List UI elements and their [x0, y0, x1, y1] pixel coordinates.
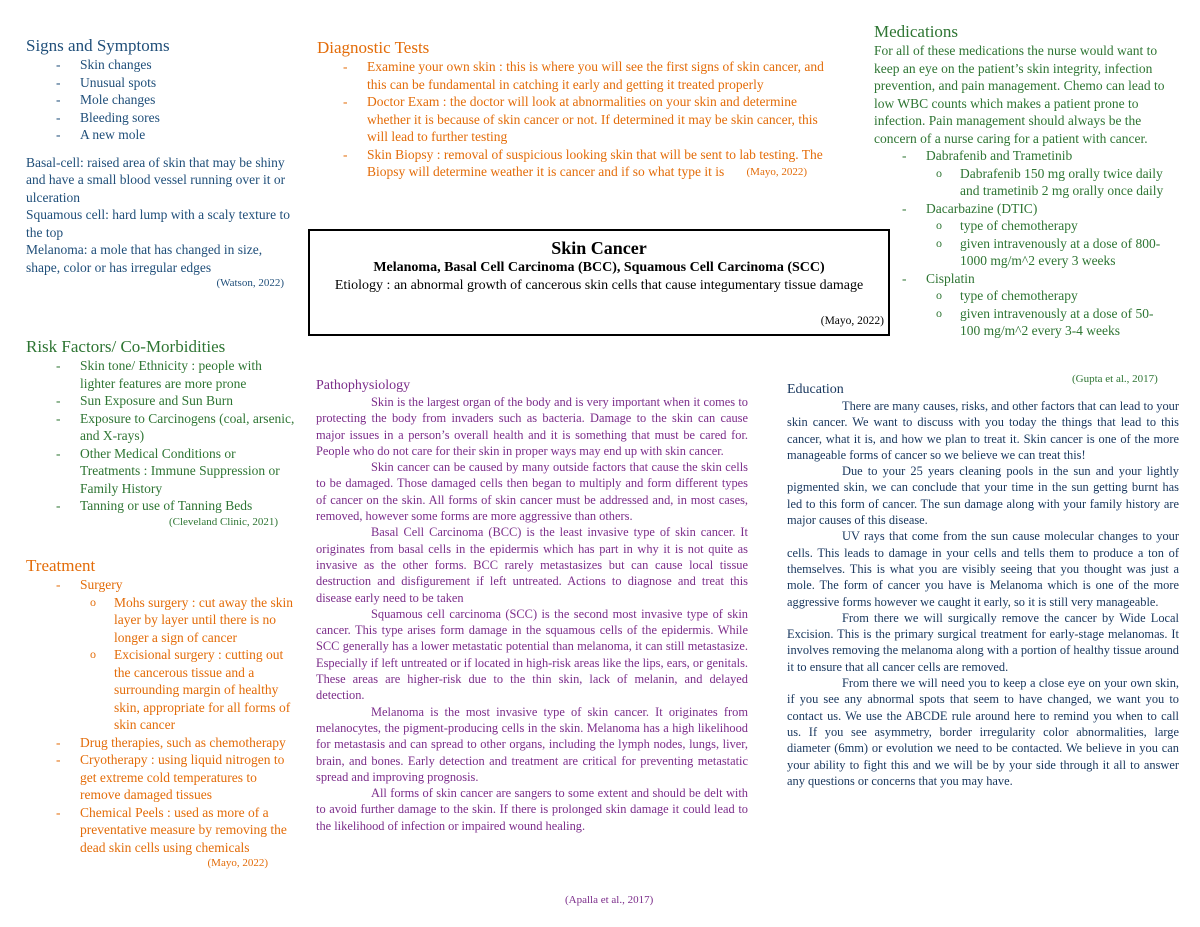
drug-name: Cisplatin — [926, 270, 975, 286]
risk-list — [26, 357, 296, 515]
education-paragraph: Due to your 25 years cleaning pools in the sun and your lightly pigmented skin, we can conclude that your time in the sun getting burnt has led to this form of cancer. The sun damage along with your family history are major causes of this disease. — [787, 464, 1179, 528]
drug-name: Dabrafenib and Trametinib — [926, 148, 1073, 163]
list-item: - Unusual spots — [56, 74, 296, 92]
drug-detail: o type of chemotherapy — [936, 217, 1170, 235]
drug-item — [902, 147, 1170, 200]
diagnostic-heading: Diagnostic Tests — [317, 38, 430, 57]
page-title: Skin Cancer — [551, 238, 647, 258]
drug-details — [926, 165, 1170, 200]
treatment-heading: Treatment — [26, 556, 96, 575]
surgery-item: o Mohs surgery : cut away the skin layer by layer until there is no longer a sign of cancer — [90, 594, 300, 647]
list-item: - Cryotherapy : using liquid nitrogen to get extreme cold temperatures to remove damaged tissues — [56, 751, 300, 804]
patho-paragraph: Basal Cell Carcinoma (BCC) is the least invasive type of skin cancer. It originates from basal cells in the epidermis which has part in why it is not quite as invasive as the other forms. BCC rarely metastasizes but can cause local tissue destruction and disfigurement if left untreated. Actions to diagnose and treat this disease early need to be taken — [316, 525, 748, 605]
patho-paragraph: Skin is the largest organ of the body and is very important when it comes to protecting the body from invaders such as bacteria. Damage to the skin can cause major issues in a person’s overall health and it is something that must be cared for. People who do not care for their skin in proper ways may end up with skin cancer. — [316, 395, 748, 458]
drug-item — [902, 200, 1170, 270]
patho-paragraph: Melanoma is the most invasive type of skin cancer. It originates from melanocytes, the pigment-producing cells in the skin. Melanoma has a high likelihood for metastasis and can spread to other organs, including the lymph nodes, lungs, liver, brain, and bones. Early detection and treatment are critical for preventing metastatic spread and improving prognosis. — [316, 704, 748, 784]
list-item: - Examine your own skin : this is where you will see the first signs of skin cancer, and this can be fundamental in catching it early and getting it treated properly — [343, 58, 837, 93]
list-item: - Skin Biopsy : removal of suspicious looking skin that will be sent to lab testing. The Biopsy will determine weather it is cancer and if so what type it is — [343, 146, 837, 181]
list-item: - Sun Exposure and Sun Burn — [56, 392, 296, 410]
drug-item — [902, 270, 1170, 340]
education-section — [787, 381, 1179, 789]
risk-heading: Risk Factors/ Co-Morbidities — [26, 337, 226, 356]
risk-citation: (Cleveland Clinic, 2021) — [168, 515, 278, 528]
education-paragraph: UV rays that come from the sun cause molecular changes to your cells. This leads to damage in your cells and tells them to produce a ton of themselves. This is what you are visibly seeing that you thought was just a mole. The form of cancer you have is Melanoma which is one of the more aggressive forms however we caught it early, so it is still very manageable. — [787, 529, 1179, 609]
patho-paragraph: Skin cancer can be caused by many outside factors that cause the skin cells to be damaged. Those damaged cells then began to multiply and form different types of cancer on the skin. All forms of skin cancer must be addressed and, in most cases, removed, however some forms are more aggressive than others. — [316, 460, 748, 524]
patho-paragraph: All forms of skin cancer are sangers to some extent and should be delt with to avoid further damage to the skin. If there is prolonged skin damage it could lead to the likelihood of infection or impaired wound healing. — [316, 786, 748, 833]
signs-section — [26, 35, 296, 290]
patho-paragraph: Squamous cell carcinoma (SCC) is the second most invasive type of skin cancer. This type arises form damage in the squamous cells of the epidermis. While SCC generally has a lower metastatic potential than melanoma, it can still metastasize. Especially if left untreated or if located in high-risk areas like the lips, ears, or genitals. These areas are higher-risk due to the thin skin, lack of melanin, and delayed detection. — [316, 606, 748, 703]
education-paragraph: There are many causes, risks, and other factors that can lead to your skin cancer. We want to discuss with you today the things that lead to this cancer, what it is, and how we plan to treat it. Skin cancer is one of the more manageable forms of cancer so we believe we can treat this! — [787, 399, 1179, 462]
list-item: - Other Medical Conditions or Treatments : Immune Suppression or Family History — [56, 445, 296, 498]
patho-section — [316, 377, 748, 834]
treatment-section — [26, 555, 300, 870]
medications-section — [874, 21, 1170, 340]
drug-detail: o given intravenously at a dose of 800-1000 mg/m^2 every 3 weeks — [936, 235, 1170, 270]
squamous-description: Squamous cell: hard lump with a scaly texture to the top — [26, 207, 290, 240]
medications-heading: Medications — [874, 22, 959, 41]
drug-details — [926, 217, 1170, 270]
list-item: - Skin tone/ Ethnicity : people with lighter features are more prone — [56, 357, 296, 392]
list-item: - Tanning or use of Tanning Beds — [56, 497, 296, 515]
drug-detail: o type of chemotherapy — [936, 287, 1170, 305]
treatment-list — [26, 576, 300, 856]
page-subtitle: Melanoma, Basal Cell Carcinoma (BCC), Squamous Cell Carcinoma (SCC) — [373, 260, 825, 275]
list-item: - A new mole — [56, 126, 296, 144]
drug-detail: o Dabrafenib 150 mg orally twice daily and trametinib 2 mg orally once daily — [936, 165, 1170, 200]
patho-heading: Pathophysiology — [316, 378, 411, 393]
drug-detail: o given intravenously at a dose of 50-100 mg/m^2 every 3-4 weeks — [936, 305, 1170, 340]
etiology-text: Etiology : an abnormal growth of cancerous skin cells that cause integumentary tissue damage — [334, 278, 864, 293]
signs-heading: Signs and Symptoms — [26, 36, 170, 55]
list-item: - Drug therapies, such as chemotherapy — [56, 734, 300, 752]
melanoma-description: Melanoma: a mole that has changed in size, shape, color or has irregular edges — [26, 242, 263, 275]
list-item: - Mole changes — [56, 91, 296, 109]
diagnostic-list — [317, 58, 837, 181]
surgery-label: Surgery — [80, 577, 123, 592]
surgery-list — [80, 594, 300, 734]
education-paragraph: From there we will need you to keep a close eye on your own skin, if you see any abnormal spots that seem to have changed, we want you to contact us. We use the ABCDE rule around here to remind you when to call us. If you see asymmetry, border irregularity color abnormalities, large diameter (6mm) or evolution we need to be contacted. We believe in you can your ability to fight this and we will be by your side through it all to answer any questions or concerns that you may have. — [787, 676, 1179, 788]
list-item: - Doctor Exam : the doctor will look at abnormalities on your skin and determine whether it is because of skin cancer or not. If determined it may be skin cancer, this will lead to further testing — [343, 93, 837, 146]
list-item: - Chemical Peels : used as more of a preventative measure by removing the dead skin cells using chemicals — [56, 804, 300, 857]
title-box — [308, 229, 890, 336]
patho-citation: (Apalla et al., 2017) — [565, 894, 654, 906]
education-heading: Education — [787, 382, 844, 397]
diagnostic-citation: (Mayo, 2022) — [746, 165, 807, 178]
list-item: - Bleeding sores — [56, 109, 296, 127]
medications-list — [874, 147, 1170, 340]
medications-intro: For all of these medications the nurse would want to keep an eye on the patient’s skin integrity, infection prevention, and pain management. Chemo can lead to low WBC counts which makes a patient prone to infection. Pain management should always be the concern of a nurse caring for a patient with cancer. — [874, 43, 1165, 146]
title-citation: (Mayo, 2022) — [820, 314, 884, 327]
list-item: - Skin changes — [56, 56, 296, 74]
surgery-item: o Excisional surgery : cutting out the cancerous tissue and a surrounding margin of healthy skin, appropriate for all forms of skin cancer — [90, 646, 300, 734]
drug-details — [926, 287, 1170, 340]
education-paragraph: From there we will surgically remove the cancer by Wide Local Excision. This is the primary surgical treatment for early-stage melanomas. It involves removing the melanoma along with a portion of healthy tissue around it to ensure that all cancer cells are removed. — [787, 610, 1179, 674]
basal-description: Basal-cell: raised area of skin that may be shiny and have a small blood vessel running over it or ulceration — [26, 154, 286, 205]
signs-list — [26, 56, 296, 144]
risk-section — [26, 336, 296, 529]
drug-name: Dacarbazine (DTIC) — [926, 200, 1038, 216]
diagnostic-section — [317, 37, 837, 181]
treatment-citation: (Mayo, 2022) — [207, 857, 268, 869]
list-item: - Exposure to Carcinogens (coal, arsenic, and X-rays) — [56, 410, 296, 445]
signs-citation: (Watson, 2022) — [216, 277, 284, 289]
list-item — [56, 576, 300, 734]
medications-citation: (Gupta et al., 2017) — [1072, 373, 1158, 385]
